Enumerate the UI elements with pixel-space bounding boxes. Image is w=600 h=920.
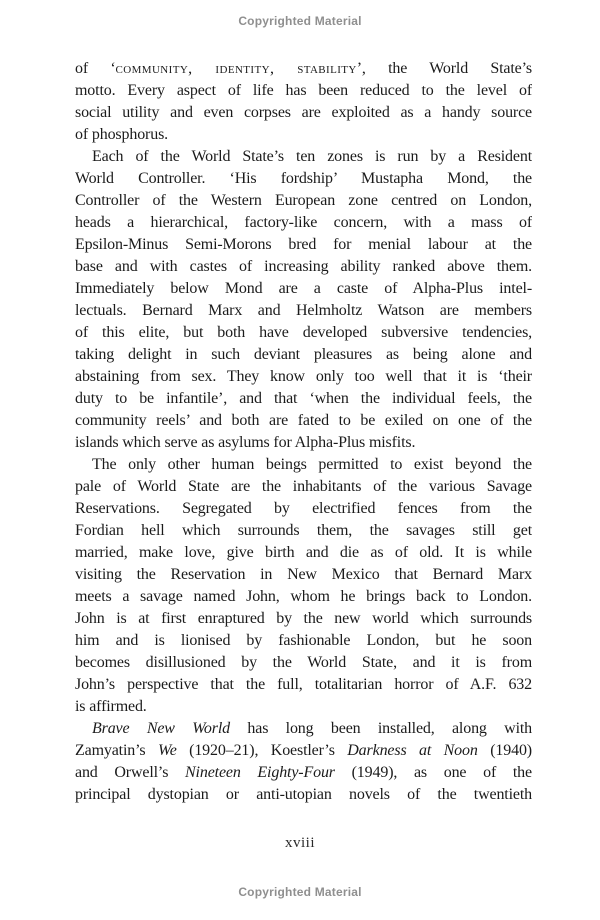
text-run: Fordian hell which surrounds them, the savages still get	[75, 522, 532, 539]
text-line	[75, 564, 532, 586]
text-block	[75, 58, 532, 806]
text-line	[75, 520, 532, 542]
text-line	[75, 762, 532, 784]
text-run: of this elite, but both have developed subversive tendencies,	[75, 324, 532, 341]
text-run: islands which serve as asylums for Alpha-Plus misfits.	[75, 434, 416, 451]
text-run: visiting the Reservation in New Mexico that Bernard Marx	[75, 566, 532, 583]
text-run: motto. Every aspect of life has been reduced to the level of	[75, 82, 532, 99]
text-run: him and is lionised by fashionable London, but he soon	[75, 632, 532, 649]
book-title: Nineteen Eighty-Four	[185, 764, 335, 781]
text-run: John’s perspective that the full, totalitarian horror of A.F. 632	[75, 676, 532, 693]
text-line	[75, 674, 532, 696]
text-line	[75, 718, 532, 740]
text-line	[75, 256, 532, 278]
text-line	[75, 102, 532, 124]
text-run: pale of World State are the inhabitants of the various Savage	[75, 478, 532, 495]
text-line	[75, 476, 532, 498]
text-line	[75, 168, 532, 190]
text-run: World Controller. ‘His fordship’ Mustapha Mond, the	[75, 170, 532, 187]
text-run: ’, the World State’s	[356, 60, 532, 77]
text-run: has long been installed, along with	[230, 720, 532, 737]
text-line	[75, 58, 532, 80]
text-line	[75, 278, 532, 300]
text-run: and Orwell’s	[75, 764, 186, 781]
text-run: principal dystopian or anti-utopian novels of the twentieth	[75, 786, 532, 803]
text-run: Immediately below Mond are a caste of Alpha-Plus intel-	[75, 280, 532, 297]
text-line	[75, 652, 532, 674]
text-run: duty to be infantile’, and that ‘when the individual feels, the	[75, 390, 532, 407]
book-title: Brave New World	[92, 720, 231, 737]
text-run: of phosphorus.	[75, 126, 169, 143]
text-line	[75, 322, 532, 344]
text-run: abstaining from sex. They know only too well that it is ‘their	[75, 368, 532, 385]
text-line	[75, 80, 532, 102]
text-run: taking delight in such deviant pleasures as being alone and	[75, 346, 532, 363]
text-run: (1940)	[477, 742, 532, 759]
book-title: We	[157, 742, 177, 759]
text-run: becomes disillusioned by the World State, and it is from	[75, 654, 532, 671]
copyright-notice-top: Copyrighted Material	[238, 14, 362, 28]
text-line	[75, 586, 532, 608]
text-line	[75, 630, 532, 652]
text-line	[75, 344, 532, 366]
text-run: (1920–21), Koestler’s	[176, 742, 348, 759]
text-run: lectuals. Bernard Marx and Helmholtz Watson are members	[75, 302, 532, 319]
text-run: base and with castes of increasing ability ranked above them.	[75, 258, 532, 275]
text-line	[75, 146, 532, 168]
text-run: of ‘	[75, 60, 116, 77]
text-line	[75, 366, 532, 388]
text-line	[75, 498, 532, 520]
text-line	[75, 784, 532, 806]
text-line	[75, 300, 532, 322]
text-line	[75, 388, 532, 410]
text-line	[75, 410, 532, 432]
text-line	[75, 234, 532, 256]
text-run: The only other human beings permitted to exist beyond the	[92, 456, 532, 473]
text-line	[75, 454, 532, 476]
text-run: social utility and even corpses are exploited as a handy source	[75, 104, 532, 121]
text-run: Reservations. Segregated by electrified fences from the	[75, 500, 532, 517]
text-line	[75, 608, 532, 630]
text-run: Zamyatin’s	[75, 742, 158, 759]
text-run: Each of the World State’s ten zones is run by a Resident	[92, 148, 532, 165]
text-run: heads a hierarchical, factory-like concern, with a mass of	[75, 214, 532, 231]
text-run: Epsilon-Minus Semi-Morons bred for menial labour at the	[75, 236, 532, 253]
text-run: is affirmed.	[75, 698, 147, 715]
motto-smallcaps: community, identity, stability	[115, 60, 357, 77]
text-line	[75, 696, 532, 718]
text-line	[75, 212, 532, 234]
text-run: John is at first enraptured by the new world which surrounds	[75, 610, 532, 627]
text-line	[75, 432, 532, 454]
text-run: Controller of the Western European zone centred on London,	[75, 192, 532, 209]
text-run: (1949), as one of the	[334, 764, 532, 781]
text-run: meets a savage named John, whom he brings back to London.	[75, 588, 532, 605]
copyright-notice-bottom: Copyrighted Material	[238, 885, 362, 899]
text-run: married, make love, give birth and die as of old. It is while	[75, 544, 532, 561]
text-run: community reels’ and both are fated to be exiled on one of the	[75, 412, 532, 429]
text-line	[75, 740, 532, 762]
text-line	[75, 542, 532, 564]
book-title: Darkness at Noon	[347, 742, 478, 759]
text-line	[75, 190, 532, 212]
page-number: xviii	[284, 835, 315, 851]
text-line	[75, 124, 532, 146]
